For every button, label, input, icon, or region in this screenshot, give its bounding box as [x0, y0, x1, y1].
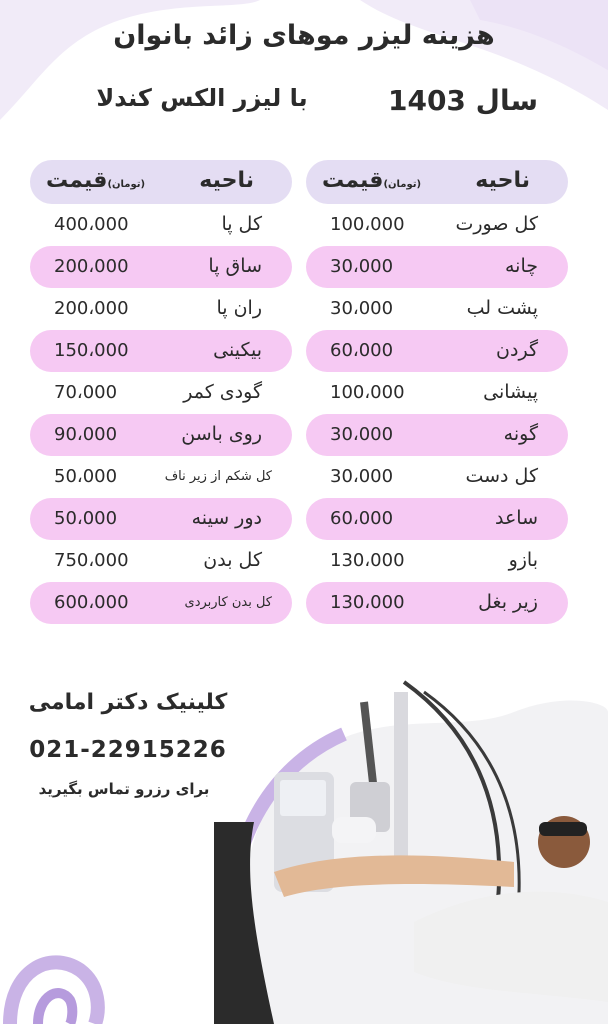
phone-number[interactable]: 021-22915226: [29, 737, 227, 763]
row-area: کل بدن: [203, 549, 262, 571]
logo-mark: [0, 940, 110, 1024]
table-row: [306, 540, 568, 582]
row-price: 30،000: [330, 466, 394, 487]
row-area: چانه: [504, 255, 538, 277]
table-row: [306, 246, 568, 288]
page-subtitle: با لیزر الکس کندلا: [96, 84, 308, 112]
row-price: 30،000: [330, 256, 394, 277]
row-price: 60،000: [330, 508, 394, 529]
row-area: گونه: [503, 423, 538, 445]
table-row: [30, 288, 292, 330]
row-area: کل صورت: [455, 213, 538, 235]
table-row: [306, 204, 568, 246]
row-price: 60،000: [330, 340, 394, 361]
column-header-price: (تومان)قیمت: [46, 168, 146, 193]
table-row: [30, 204, 292, 246]
table-row: [306, 288, 568, 330]
table-row: [30, 414, 292, 456]
price-table-face-arms: [306, 160, 568, 624]
row-area: پشت لب: [466, 297, 538, 319]
table-header: [30, 160, 292, 204]
row-area: گودی کمر: [183, 381, 262, 403]
row-price: 750،000: [54, 550, 129, 571]
row-price: 200،000: [54, 256, 129, 277]
price-unit: (تومان): [383, 179, 422, 190]
table-row: [30, 456, 292, 498]
price-unit: (تومان): [107, 179, 146, 190]
row-price: 200،000: [54, 298, 129, 319]
table-row: [30, 540, 292, 582]
table-row: [30, 498, 292, 540]
row-area: روی باسن: [181, 423, 262, 445]
table-header: [306, 160, 568, 204]
call-to-action: برای رزرو تماس بگیرید: [38, 780, 210, 798]
row-area: ران پا: [216, 297, 262, 319]
row-area: گردن: [496, 339, 538, 361]
column-header-area: ناحیه: [475, 168, 530, 193]
row-price: 90،000: [54, 424, 118, 445]
row-price: 150،000: [54, 340, 129, 361]
row-price: 130،000: [330, 592, 405, 613]
row-area: کل بدن کاربردی: [184, 595, 272, 610]
row-area: پیشانی: [483, 381, 538, 403]
price-table-body: [30, 160, 292, 624]
row-area: کل پا: [221, 213, 262, 235]
row-price: 70،000: [54, 382, 118, 403]
table-row: [306, 498, 568, 540]
row-area: ساق پا: [208, 255, 262, 277]
column-header-price: (تومان)قیمت: [322, 168, 422, 193]
table-row: [306, 372, 568, 414]
row-price: 30،000: [330, 298, 394, 319]
table-row: [306, 330, 568, 372]
table-row: [30, 582, 292, 624]
row-price: 400،000: [54, 214, 129, 235]
table-row: [306, 582, 568, 624]
table-row: [30, 330, 292, 372]
row-price: 50،000: [54, 508, 118, 529]
row-area: دور سینه: [191, 507, 262, 529]
row-area: کل شکم از زیر ناف: [164, 469, 272, 484]
row-area: زیر بغل: [478, 591, 538, 613]
row-price: 130،000: [330, 550, 405, 571]
row-area: کل دست: [465, 465, 538, 487]
table-row: [30, 372, 292, 414]
laser-treatment-image: [214, 672, 608, 1024]
row-price: 600،000: [54, 592, 129, 613]
column-header-area: ناحیه: [199, 168, 254, 193]
row-area: ساعد: [494, 507, 538, 529]
row-area: بیکینی: [213, 339, 262, 361]
row-price: 100،000: [330, 382, 405, 403]
clinic-name: کلینیک دکتر امامی: [28, 690, 228, 715]
table-row: [30, 246, 292, 288]
row-price: 50،000: [54, 466, 118, 487]
year-label: سال 1403: [387, 84, 539, 117]
row-price: 30،000: [330, 424, 394, 445]
row-price: 100،000: [330, 214, 405, 235]
row-area: بازو: [508, 549, 538, 571]
table-row: [306, 414, 568, 456]
table-row: [306, 456, 568, 498]
page-title: هزینه لیزر موهای زائد بانوان: [113, 20, 495, 51]
